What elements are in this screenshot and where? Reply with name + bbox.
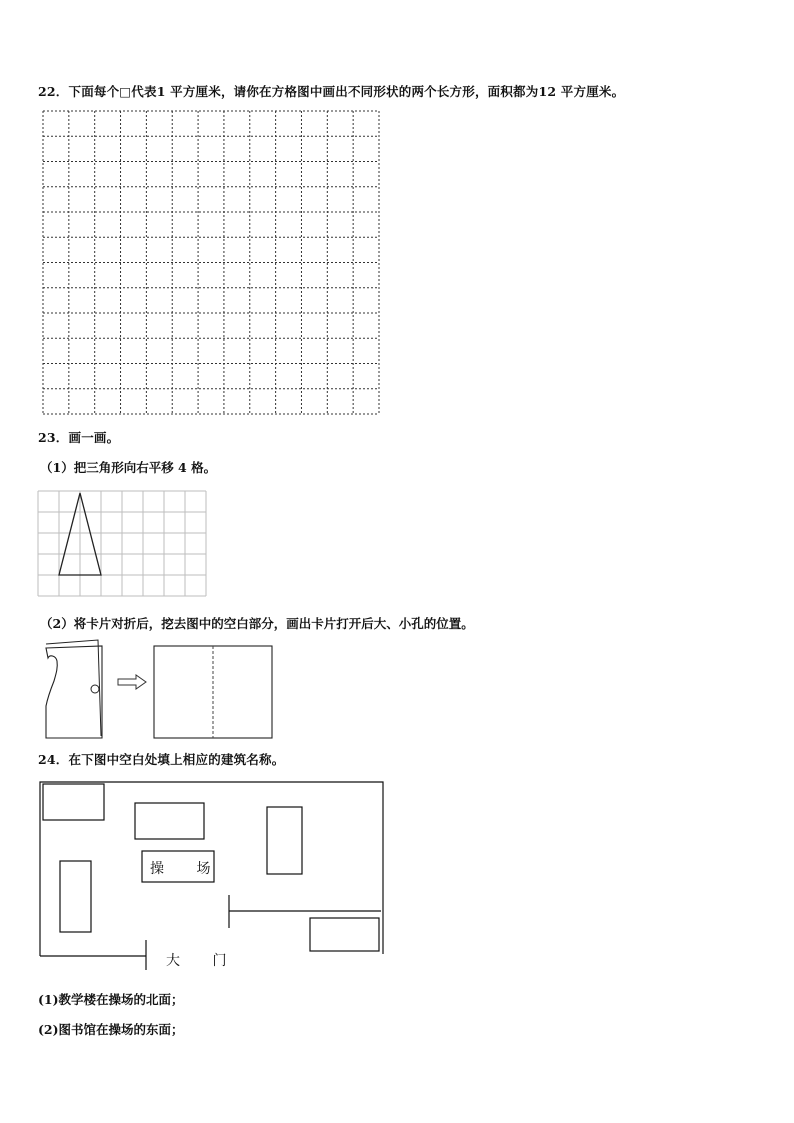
square-grid-13x12[interactable] xyxy=(43,111,379,414)
building-northwest[interactable] xyxy=(43,784,104,820)
building-north-blank[interactable] xyxy=(135,803,204,839)
question-23-text: 23．画一画。 xyxy=(38,430,120,445)
building-east-blank[interactable] xyxy=(267,807,302,874)
question-23-part1: （1）把三角形向右平移 4 格。 xyxy=(40,460,217,475)
question-24-statement-2: (2)图书馆在操场的东面； xyxy=(38,1022,184,1037)
folded-card xyxy=(46,646,102,738)
building-southeast[interactable] xyxy=(310,918,379,951)
card-back-edge xyxy=(46,640,101,736)
right-arrow-icon xyxy=(118,675,146,689)
question-23-part2: （2）将卡片对折后，挖去图中的空白部分，画出卡片打开后大、小孔的位置。 xyxy=(40,616,474,631)
question-22-text: 22．下面每个□代表1 平方厘米，请你在方格图中画出不同形状的两个长方形，面积都为12 平方厘米。 xyxy=(38,84,625,99)
translation-grid[interactable] xyxy=(38,491,206,596)
playground-label: 操 场 xyxy=(150,861,225,877)
folded-card-figure xyxy=(40,636,280,744)
gate-label: 大 门 xyxy=(166,953,241,969)
question-24-text: 24．在下图中空白处填上相应的建筑名称。 xyxy=(38,752,285,767)
question-24-statement-1: (1)教学楼在操场的北面； xyxy=(38,992,184,1007)
building-west[interactable] xyxy=(60,861,91,932)
small-hole xyxy=(91,685,99,693)
